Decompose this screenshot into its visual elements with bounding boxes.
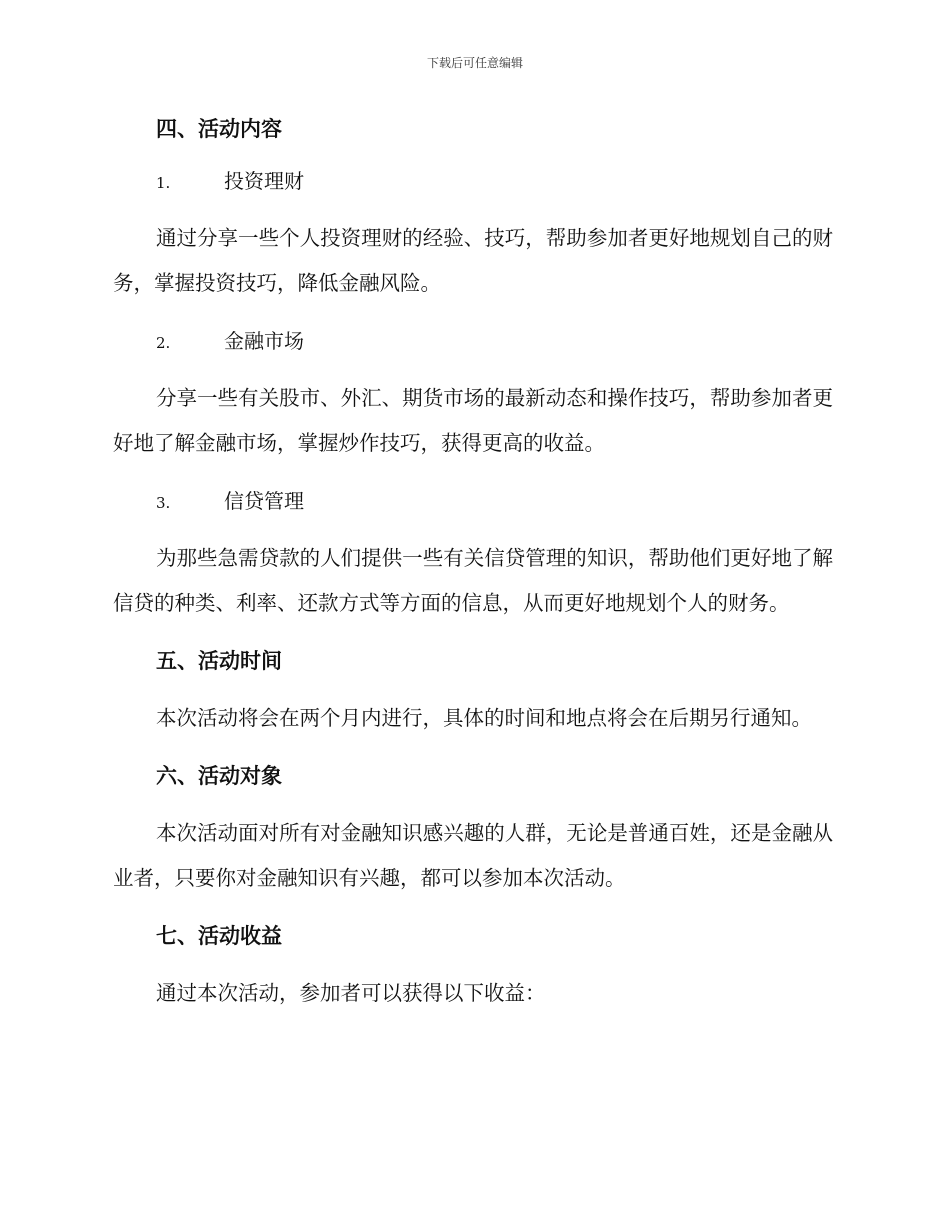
item-title: 金融市场 xyxy=(224,329,304,353)
header-note: 下载后可任意编辑 xyxy=(426,56,523,70)
item-number: 2. xyxy=(156,334,171,352)
item-number: 1. xyxy=(156,174,171,192)
document-body xyxy=(113,106,833,1028)
paragraph-activity-benefits: 通过本次活动，参加者可以获得以下收益： xyxy=(156,981,546,1005)
item-title: 信贷管理 xyxy=(224,489,304,513)
numbered-item-3 xyxy=(113,478,833,524)
paragraph-financial-market: 分享一些有关股市、外汇、期货市场的最新动态和操作技巧，帮助参加者更好地了解金融市场，掌握炒作技巧，获得更高的收益。 xyxy=(113,386,833,455)
section-heading-activity-benefits: 七、活动收益 xyxy=(156,924,282,948)
numbered-item-2 xyxy=(113,318,833,364)
paragraph-credit-management: 为那些急需贷款的人们提供一些有关信贷管理的知识，帮助他们更好地了解信贷的种类、利率、还款方式等方面的信息，从而更好地规划个人的财务。 xyxy=(113,546,833,615)
section-heading-activity-audience: 六、活动对象 xyxy=(156,764,282,788)
paragraph-activity-audience: 本次活动面对所有对金融知识感兴趣的人群，无论是普通百姓，还是金融从业者，只要你对金融知识有兴趣，都可以参加本次活动。 xyxy=(113,821,833,890)
paragraph-investment: 通过分享一些个人投资理财的经验、技巧，帮助参加者更好地规划自己的财务，掌握投资技巧，降低金融风险。 xyxy=(113,226,833,295)
item-title: 投资理财 xyxy=(224,169,304,193)
numbered-item-1 xyxy=(113,158,833,204)
item-number: 3. xyxy=(156,494,171,512)
section-heading-activity-content: 四、活动内容 xyxy=(156,117,282,141)
section-heading-activity-time: 五、活动时间 xyxy=(156,649,282,673)
paragraph-activity-time: 本次活动将会在两个月内进行，具体的时间和地点将会在后期另行通知。 xyxy=(156,706,812,730)
